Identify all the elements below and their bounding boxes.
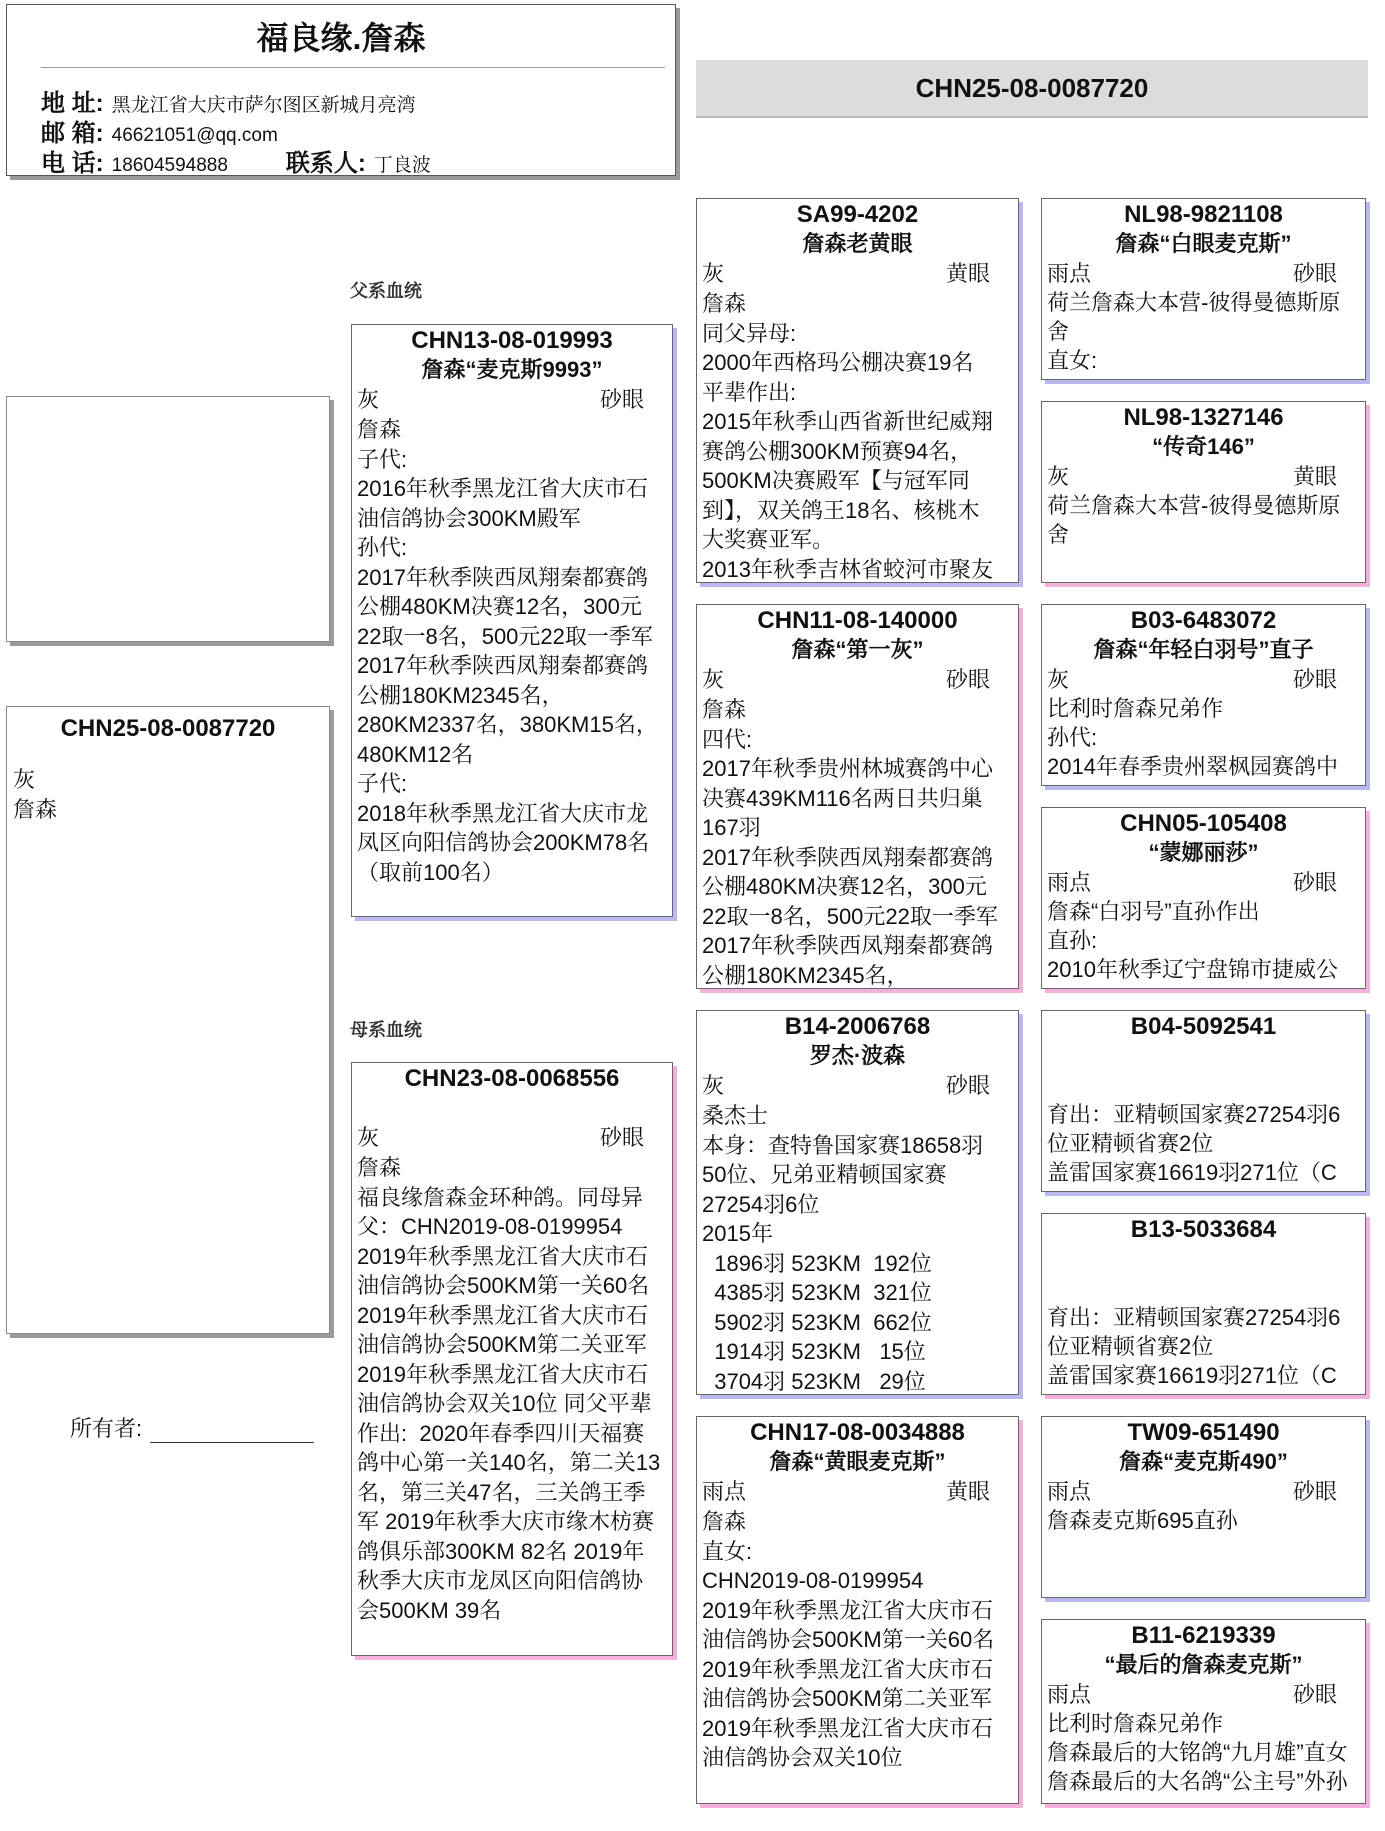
note-line: 秋季大庆市龙凤区向阳信鸽协: [357, 1568, 644, 1593]
note-line: 比利时詹森兄弟作: [1047, 1711, 1224, 1736]
ring-number: B13-5033684: [1130, 1216, 1277, 1243]
eye-value: 砂眼: [1292, 261, 1337, 286]
note-line: 公棚180KM2345名，: [702, 962, 909, 988]
dam-eye: 砂眼: [599, 1125, 644, 1150]
dam-card: [351, 1062, 673, 1656]
ring-number: NL98-9821108: [1124, 201, 1283, 228]
pigeon-name: “传奇146”: [1152, 434, 1255, 459]
note-line: 280KM2337名，380KM15名，: [357, 712, 658, 737]
note-line: 鸽中心第一关140名，第二关13: [357, 1450, 661, 1475]
note-line: 詹森麦克斯695直孙: [1047, 1508, 1238, 1533]
note-line: 公棚180KM2345名，: [357, 682, 564, 708]
note-line: 大奖赛亚军。: [702, 527, 835, 552]
color-eye-row: [1042, 1680, 1365, 1709]
note-line: 桑杰士: [702, 1103, 769, 1128]
note-line: 詹森最后的大铭鸽“九月雄”直女: [1047, 1740, 1348, 1765]
note-line: 4385羽 523KM 321位: [702, 1280, 932, 1305]
great-grandparent-card: [1041, 604, 1366, 786]
owner-field: [70, 1412, 314, 1443]
eye-value: 黄眼: [945, 261, 990, 286]
note-line: 赛鸽公棚300KM预赛94名，: [702, 438, 973, 464]
sire-ring-number: CHN13-08-019993: [411, 327, 613, 354]
pigeon-name: [1042, 1041, 1365, 1071]
eye-value: 黄眼: [1292, 464, 1337, 489]
note-line: 3704羽 523KM 29位: [702, 1368, 926, 1394]
color-eye-row: [1042, 1477, 1365, 1506]
note-line: 直女:: [1047, 348, 1098, 373]
note-line: 詹森: [357, 417, 402, 442]
color-value: 雨点: [1047, 870, 1092, 895]
color-value: 灰: [1047, 464, 1070, 489]
ring-number: CHN05-105408: [1120, 810, 1287, 837]
note-line: 本身：查特鲁国家赛18658羽: [702, 1132, 984, 1158]
owner-blank-line: [150, 1420, 314, 1443]
sire-line-label: 父系血统: [350, 281, 422, 301]
eye-value: 砂眼: [1292, 1682, 1337, 1707]
note-line: 27254羽6位: [702, 1191, 820, 1217]
note-line: 孙代:: [1047, 725, 1098, 750]
great-grandparent-card: [1041, 401, 1366, 583]
note-line: 詹森最后的大名鸽“公主号”外孙: [1047, 1769, 1348, 1794]
note-line: 到】，双关鸽王18名、核桃木: [702, 497, 980, 523]
note-line: 2014年春季贵州翠枫园赛鸽中: [1047, 754, 1338, 779]
note-line: 1896羽 523KM 192位: [702, 1250, 932, 1276]
note-line: 1914羽 523KM 15位: [702, 1339, 926, 1364]
note-line: 2017年秋季陕西凤翔秦都赛鸽: [357, 564, 648, 590]
note-line: 22取一8名，500元22取一季军: [702, 903, 998, 929]
note-line: 福良缘詹森金环种鸽。同母异: [357, 1184, 644, 1210]
pigeon-name: [1042, 1244, 1365, 1274]
note-line: 油信鸽协会500KM第一关60名: [357, 1273, 650, 1298]
grandsire-paternal-card: [696, 198, 1019, 583]
note-line: 公棚480KM决赛12名，300元: [357, 594, 642, 619]
note-line: 2000年西格玛公棚决赛19名: [702, 350, 974, 375]
phone-label: 电 话:: [41, 150, 104, 176]
note-line: 育出：亚精顿国家赛27254羽6: [1047, 1305, 1341, 1330]
dam-name: [352, 1093, 672, 1123]
note-line: 2019年秋季黑龙江省大庆市石: [357, 1302, 648, 1328]
ring-number: B11-6219339: [1131, 1622, 1276, 1649]
note-line: 直女:: [702, 1538, 753, 1564]
note-line: 会500KM 39名: [357, 1597, 502, 1623]
note-line: 作出: 2020年春季四川天福赛: [357, 1420, 645, 1446]
ring-number: CHN17-08-0034888: [750, 1419, 965, 1446]
note-line: 子代:: [357, 771, 408, 796]
breeder-title: 福良缘.詹森: [256, 20, 426, 56]
note-line: 50位、兄弟亚精顿国家赛: [702, 1162, 947, 1187]
email-value: 46621051@qq.com: [111, 125, 278, 146]
note-line: 育出：亚精顿国家赛27254羽6: [1047, 1102, 1341, 1127]
note-line: CHN2019-08-0199954: [702, 1568, 924, 1593]
note-line: 2017年秋季贵州林城赛鸽中心: [702, 756, 993, 781]
sire-notes: [352, 415, 672, 887]
note-line: 油信鸽协会300KM殿军: [357, 505, 581, 531]
pigeon-name: “最后的詹森麦克斯”: [1104, 1652, 1303, 1677]
eye-value: 砂眼: [1292, 667, 1337, 692]
pigeon-name: 詹森“年轻白羽号”直子: [1093, 637, 1314, 662]
owner-label: 所有者:: [70, 1416, 143, 1441]
ring-number: B04-5092541: [1130, 1013, 1277, 1040]
ring-number: TW09-651490: [1127, 1419, 1280, 1446]
granddam-maternal-card: [696, 1416, 1019, 1804]
great-grandparent-card: [1041, 1010, 1366, 1192]
note-line: 公棚480KM决赛12名，300元: [702, 874, 987, 899]
pigeon-photo-placeholder: [6, 396, 330, 642]
pedigree-ring-banner: CHN25-08-0087720: [696, 60, 1368, 118]
note-line: 2018年秋季黑龙江省大庆市龙: [357, 800, 648, 826]
note-line: 军 2019年秋季大庆市缘木枋赛: [357, 1509, 655, 1534]
note-line: 决赛439KM116名两日共归巢: [702, 785, 983, 811]
note-line: 平辈作出:: [702, 379, 797, 405]
pigeon-name: 詹森老黄眼: [802, 231, 913, 256]
note-line: 2019年秋季黑龙江省大庆市石: [357, 1361, 648, 1387]
note-line: 2019年秋季黑龙江省大庆市石: [357, 1243, 648, 1269]
note-line: 子代:: [357, 446, 408, 472]
breeder-header: [6, 4, 676, 176]
note-line: 2017年秋季陕西凤翔秦都赛鸽: [702, 844, 993, 870]
sire-card: [351, 324, 673, 917]
note-line: 孙代:: [357, 535, 408, 560]
eye-value: 砂眼: [945, 1073, 990, 1098]
sire-color: 灰: [357, 387, 380, 412]
address-label: 地 址:: [41, 90, 104, 117]
note-line: 父：CHN2019-08-0199954: [357, 1214, 623, 1239]
color-eye-row: [1042, 462, 1365, 491]
note-line: 2017年秋季陕西凤翔秦都赛鸽: [357, 653, 648, 678]
note-line: 位亚精顿省赛2位: [1047, 1334, 1214, 1359]
color-eye-row: [1042, 1274, 1365, 1303]
note-line: 詹森: [702, 697, 747, 722]
granddam-paternal-card: [696, 604, 1019, 989]
great-grandparent-card: [1041, 1619, 1366, 1804]
note-line: 油信鸽协会500KM第二关亚军: [357, 1332, 647, 1357]
sire-color-eye-row: [352, 385, 672, 415]
note-line: 2015年秋季山西省新世纪威翔: [702, 409, 993, 434]
dam-ring-number: CHN23-08-0068556: [404, 1065, 620, 1092]
pigeon-name: “蒙娜丽莎”: [1148, 840, 1259, 865]
note-line: 同父异母:: [702, 320, 797, 346]
color-value: 雨点: [1047, 1682, 1092, 1707]
note-line: 直孙:: [1047, 928, 1098, 953]
ring-number: B03-6483072: [1130, 607, 1277, 634]
grandsire-maternal-card: [696, 1010, 1019, 1395]
note-line: 詹森: [702, 1509, 747, 1534]
note-line: 荷兰詹森大本营-彼得曼德斯原: [1047, 493, 1341, 518]
great-grandparent-card: [1041, 198, 1366, 380]
phone-row: [41, 143, 431, 176]
note-line: 比利时詹森兄弟作: [1047, 696, 1224, 721]
color-value: 灰: [1047, 667, 1070, 692]
note-line: 167羽: [702, 815, 761, 840]
pigeon-name: 詹森“第一灰”: [791, 637, 924, 662]
pigeon-name: 詹森“麦克斯490”: [1119, 1449, 1288, 1474]
note-line: 詹森: [357, 1155, 402, 1180]
contact-label: 联系人:: [285, 150, 366, 176]
color-eye-row: [697, 259, 1018, 289]
note-line: 油信鸽协会双关10位: [702, 1745, 903, 1770]
note-line: 5902羽 523KM 662位: [702, 1309, 932, 1335]
ring-number: SA99-4202: [796, 201, 919, 228]
note-line: 詹森“白羽号”直孙作出: [1047, 899, 1260, 924]
note-line: 詹森: [702, 291, 747, 316]
dam-color-eye-row: [352, 1123, 672, 1153]
note-line: 舍: [1047, 522, 1070, 547]
note-line: 2017年秋季陕西凤翔秦都赛鸽: [702, 933, 993, 958]
subject-strain: 詹森: [13, 797, 58, 822]
ring-number: B14-2006768: [784, 1013, 931, 1040]
color-eye-row: [1042, 259, 1365, 288]
note-line: 2015年: [702, 1221, 773, 1246]
note-line: 油信鸽协会双关10位 同父平辈: [357, 1391, 652, 1416]
eye-value: 砂眼: [1292, 870, 1337, 895]
color-eye-row: [1042, 1071, 1365, 1100]
eye-value: 黄眼: [945, 1479, 990, 1504]
sire-eye: 砂眼: [599, 387, 644, 412]
pigeon-name: 詹森“黄眼麦克斯”: [769, 1449, 946, 1474]
address-value: 黑龙江省大庆市萨尔图区新城月亮湾: [111, 95, 416, 116]
color-value: 灰: [702, 1073, 725, 1098]
color-value: 灰: [702, 667, 725, 692]
note-line: 2019年秋季黑龙江省大庆市石: [702, 1656, 993, 1682]
eye-value: 砂眼: [945, 667, 990, 692]
color-value: [1047, 1274, 1053, 1303]
note-line: 四代:: [702, 726, 753, 752]
note-line: 名，第三关47名，三关鸽王季: [357, 1479, 646, 1505]
ring-number: NL98-1327146: [1123, 404, 1284, 431]
note-line: 2019年秋季黑龙江省大庆市石: [702, 1597, 993, 1623]
subject-pigeon-card: [6, 706, 330, 1334]
eye-value: 砂眼: [1292, 1479, 1337, 1504]
note-line: 2013年秋季吉林省蛟河市聚友: [702, 556, 993, 582]
note-line: 22取一8名，500元22取一季军: [357, 623, 653, 649]
note-line: 凤区向阳信鸽协会200KM78名: [357, 830, 650, 855]
note-line: 鸽俱乐部300KM 82名 2019年: [357, 1538, 645, 1564]
subject-color: 灰: [13, 767, 36, 792]
dam-line-label: 母系血统: [350, 1020, 422, 1040]
sire-name: 詹森“麦克斯9993”: [421, 357, 603, 382]
color-eye-row: [697, 1477, 1018, 1507]
note-line: 油信鸽协会500KM第二关亚军: [702, 1686, 992, 1711]
phone-value: 18604594888: [111, 155, 228, 176]
great-grandparent-card: [1041, 1213, 1366, 1395]
color-value: 雨点: [702, 1479, 747, 1504]
note-line: 500KM决赛殿军【与冠军同: [702, 468, 970, 493]
pigeon-name: 詹森“白眼麦克斯”: [1115, 231, 1292, 256]
note-line: 盖雷国家赛16619羽271位（C: [1047, 1160, 1337, 1185]
note-line: 2010年秋季辽宁盘锦市捷威公: [1047, 957, 1338, 982]
great-grandparent-card: [1041, 807, 1366, 989]
color-eye-row: [697, 1071, 1018, 1101]
dam-notes: [352, 1153, 672, 1625]
subject-ring-number: CHN25-08-0087720: [60, 715, 276, 742]
great-grandparent-card: [1041, 1416, 1366, 1598]
ring-number: CHN11-08-140000: [757, 607, 958, 634]
color-eye-row: [1042, 665, 1365, 694]
color-value: 灰: [702, 261, 725, 286]
color-eye-row: [1042, 868, 1365, 897]
header-divider: [41, 67, 665, 68]
color-value: 雨点: [1047, 1479, 1092, 1504]
note-line: 480KM12名: [357, 741, 474, 767]
color-value: 雨点: [1047, 261, 1092, 286]
note-line: 荷兰詹森大本营-彼得曼德斯原: [1047, 290, 1341, 315]
note-line: 2016年秋季黑龙江省大庆市石: [357, 476, 648, 501]
pigeon-name: 罗杰·波森: [809, 1043, 906, 1068]
color-value: [1047, 1071, 1053, 1100]
note-line: 盖雷国家赛16619羽271位（C: [1047, 1363, 1337, 1388]
note-line: 2019年秋季黑龙江省大庆市石: [702, 1715, 993, 1741]
contact-value: 丁良波: [373, 155, 431, 176]
note-line: （取前100名）: [357, 859, 504, 885]
note-line: 舍: [1047, 319, 1070, 344]
dam-color: 灰: [357, 1125, 380, 1150]
note-line: 油信鸽协会500KM第一关60名: [702, 1627, 995, 1652]
color-eye-row: [697, 665, 1018, 695]
note-line: 位亚精顿省赛2位: [1047, 1131, 1214, 1156]
email-label: 邮 箱:: [41, 120, 104, 147]
